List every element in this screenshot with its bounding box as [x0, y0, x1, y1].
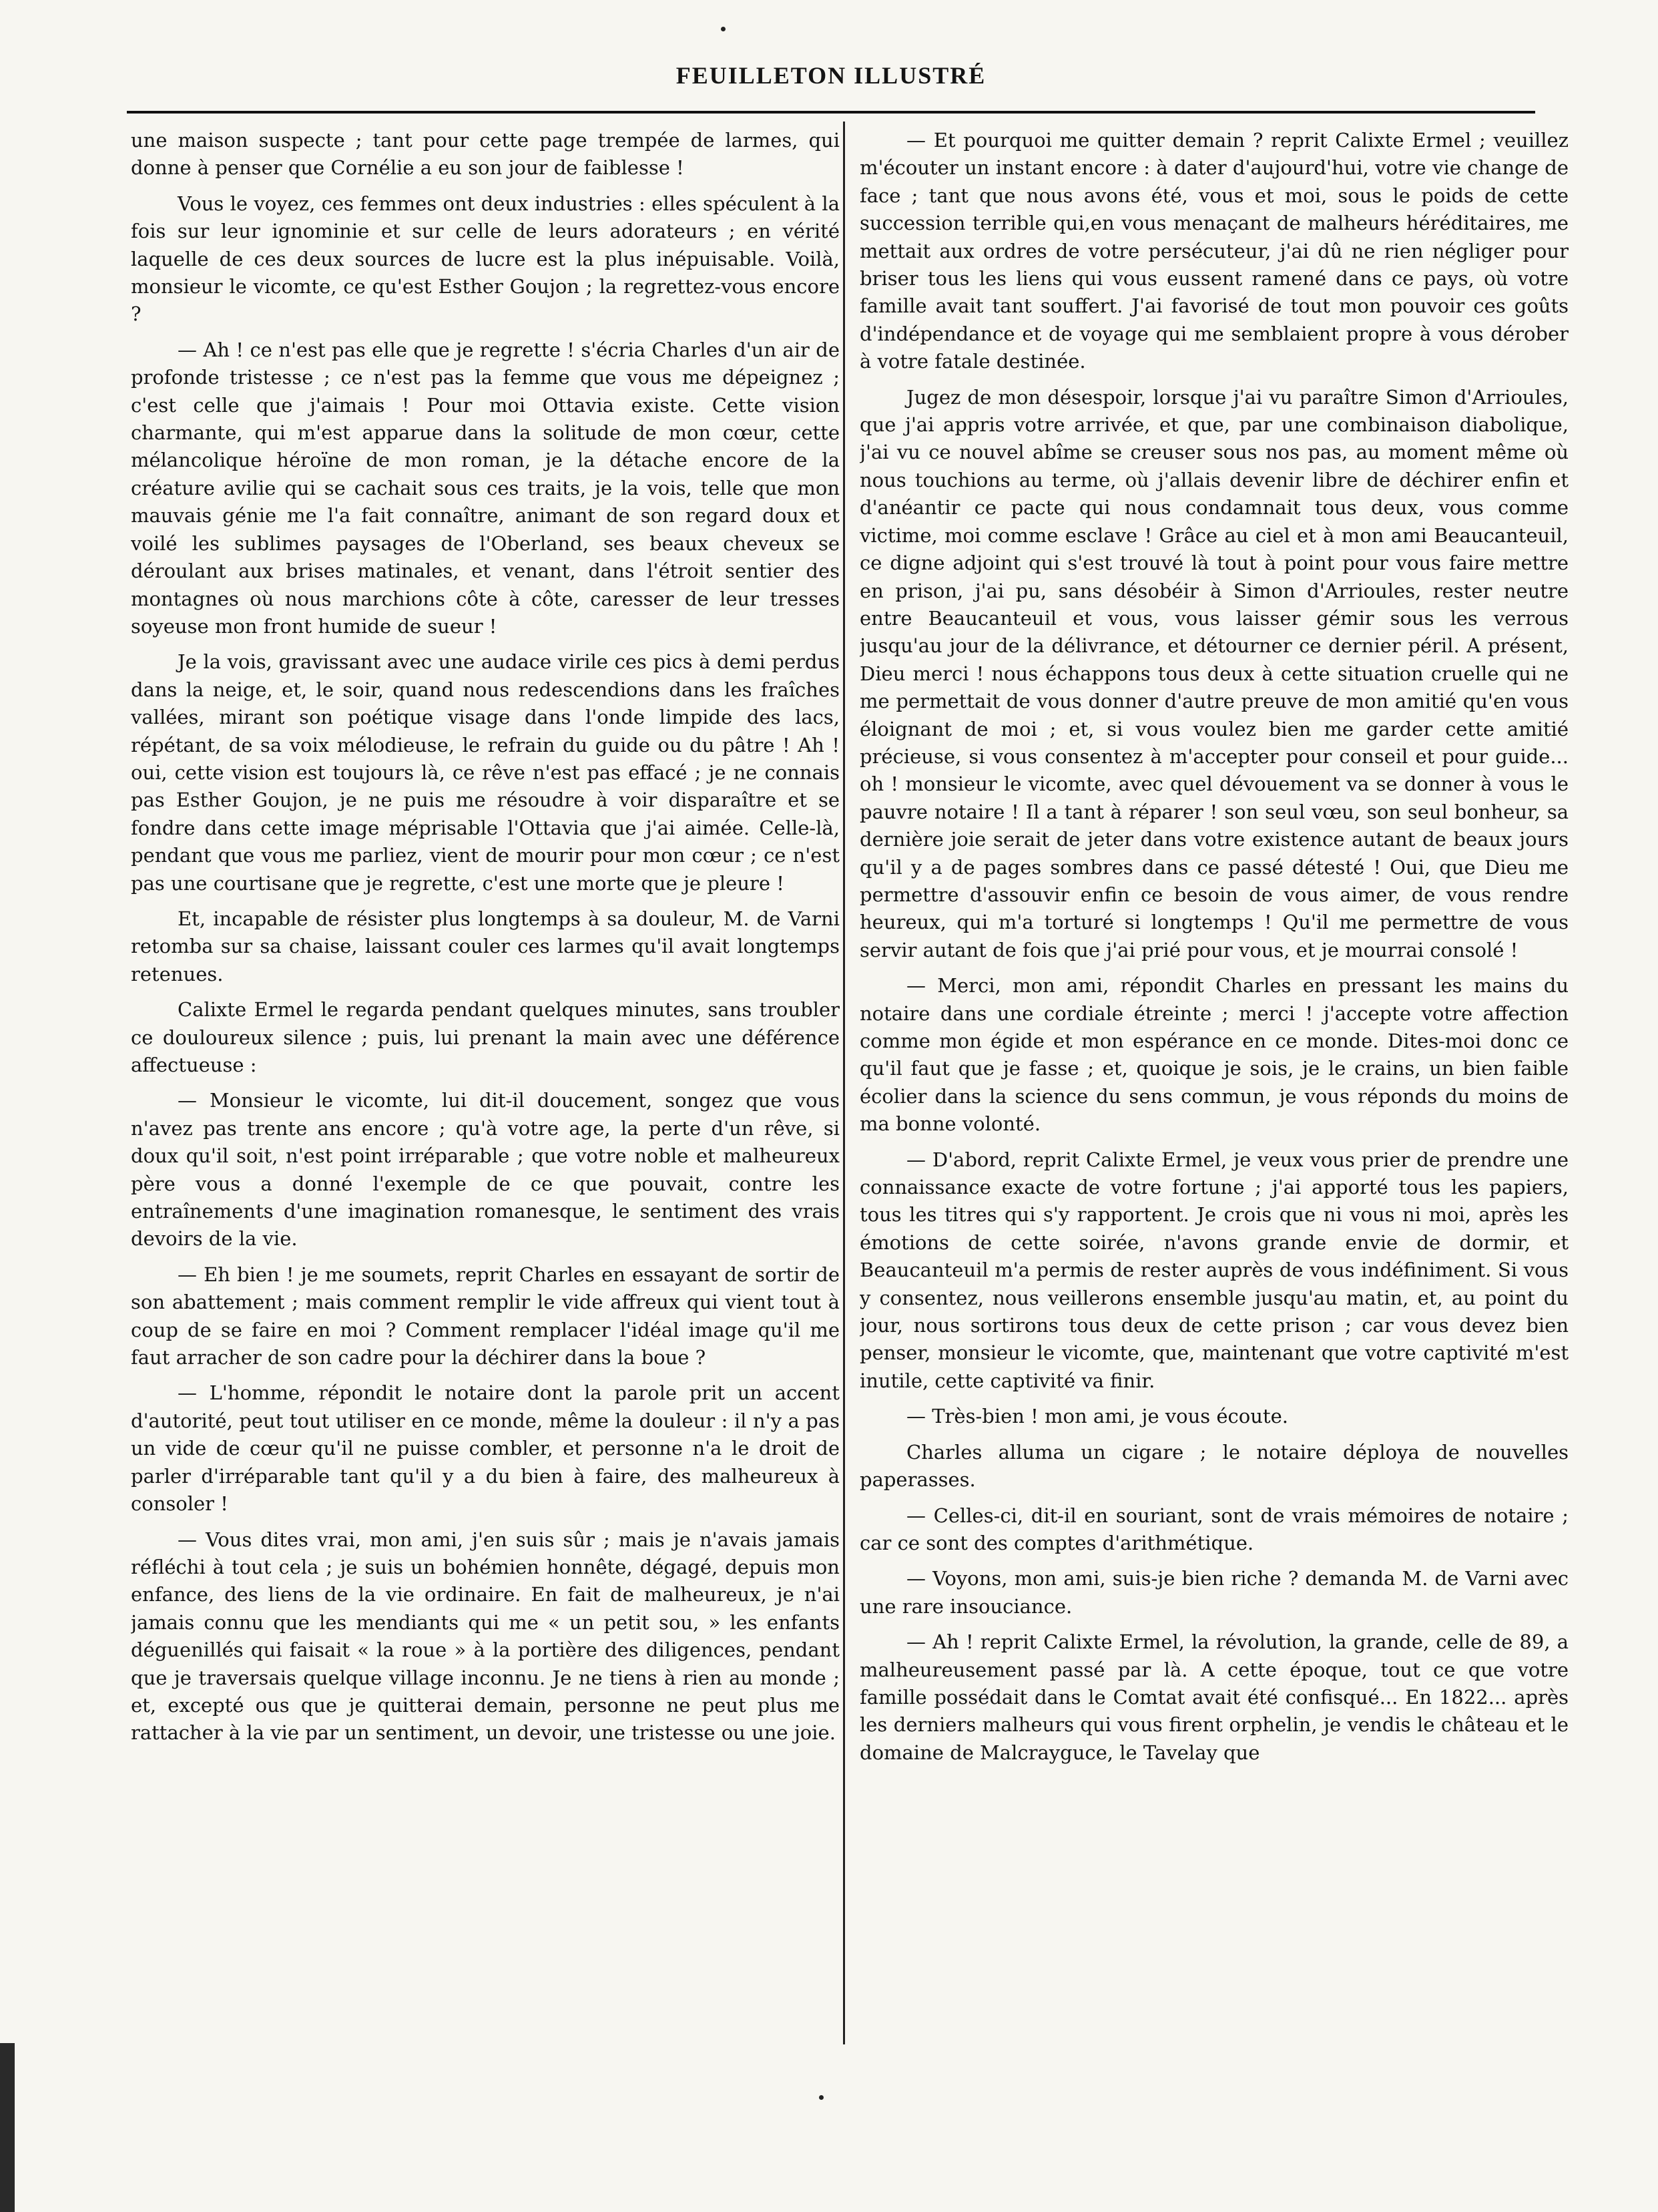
paragraph: — Et pourquoi me quitter demain ? reprit Calixte Ermel ; veuillez m'écouter un instant encore : à dater d'aujourd'hui, votre vie change de face ; tant que nous avons été, vous et moi, sous le poids de cette succession terrible qui,en vous menaçant de malheurs héréditaires, me mettait aux ordres de votre persécuteur, j'ai dû ne rien négliger pour briser tous les liens qui vous eussent ramené dans ce pays, où votre famille avait tant souffert. J'ai favorisé de tout mon pouvoir ces goûts d'indépendance et de voyage qui me semblaient propre à vous dérober à votre fatale destinée. — [860, 129, 1569, 373]
paragraph: Vous le voyez, ces femmes ont deux industries : elles spéculent à la fois sur leur ignominie et sur celle de leurs adorateurs ; en vérité laquelle de ces deux sources de lucre est la plus inépuisable. Voilà, monsieur le vicomte, ce qu'est Esther Goujon ; la regrettez-vous encore ? — [131, 192, 840, 326]
paragraph: — D'abord, reprit Calixte Ermel, je veux vous prier de prendre une connaissance exacte de votre fortune ; j'ai apporté tous les papiers, tous les titres qui s'y rapportent. Je crois que ni vous ni moi, après les émotions de cette soirée, n'avons grande envie de dormir, et Beaucanteuil m'a permis de rester auprès de vous indéfiniment. Si vous y consentez, nous veillerons ensemble jusqu'au matin, et, au point du jour, nous sortirons tous deux de cette prison ; car vous devez bien penser, monsieur le vicomte, que, maintenant que votre captivité m'est inutile, cette captivité va finir. — [860, 1148, 1569, 1392]
paragraph: Je la vois, gravissant avec une audace virile ces pics à demi perdus dans la neige, et, le soir, quand nous redescendions dans les fraîches vallées, mirant son poétique visage dans l'onde limpide des lacs, répétant, de sa voix mélodieuse, le refrain du guide ou du pâtre ! Ah ! oui, cette vision est toujours là, ce rêve n'est pas effacé ; je ne connais pas Esther Goujon, je ne puis me résoudre à voir disparaître et se fondre dans cette image méprisable l'Ottavia que j'ai aimée. Celle-là, pendant que vous me parliez, vient de mourir pour mon cœur ; ce n'est pas une courtisane que je regrette, c'est une morte que je pleure ! — [131, 650, 840, 895]
header-rule — [127, 111, 1535, 114]
print-speck — [819, 2095, 824, 2100]
left-column — [131, 127, 840, 2050]
column-divider — [843, 122, 845, 2044]
paragraph: Charles alluma un cigare ; le notaire déploya de nouvelles paperasses. — [860, 1440, 1569, 1492]
paragraph: — Très-bien ! mon ami, je vous écoute. — [906, 1405, 1288, 1428]
paragraph: une maison suspecte ; tant pour cette page trempée de larmes, qui donne à penser que Cornélie a eu son jour de faiblesse ! — [131, 129, 840, 180]
paragraph: — Merci, mon ami, répondit Charles en pressant les mains du notaire dans une cordiale étreinte ; merci ! j'accepte votre affection comme mon égide et mon espérance en ce monde. Dites-moi donc ce qu'il faut que je fasse ; et, quoique je sois, je le crains, un bien faible écolier dans la science du sens commun, je vous réponds du moins de ma bonne volonté. — [860, 974, 1569, 1136]
paragraph: — Celles-ci, dit-il en souriant, sont de vrais mémoires de notaire ; car ce sont des comptes d'arithmétique. — [860, 1504, 1569, 1554]
paragraph: — Ah ! reprit Calixte Ermel, la révolution, la grande, celle de 89, a malheureusement passé par là. A cette époque, tout ce que votre famille possédait dans le Comtat avait été confisqué... En 1822... après les derniers malheurs qui vous firent orphelin, je vendis le château et le domaine de Malcrayguce, le Tavelay que — [860, 1630, 1569, 1764]
print-speck — [721, 27, 726, 31]
paragraph: — Voyons, mon ami, suis-je bien riche ? demanda M. de Varni avec une rare insouciance. — [860, 1567, 1569, 1618]
paragraph: — Eh bien ! je me soumets, reprit Charles en essayant de sortir de son abattement ; mais comment remplir le vide affreux qui vient tout à coup de se faire en moi ? Comment remplacer l'idéal image qu'il me faut arracher de son cadre pour la déchirer dans la boue ? — [131, 1263, 840, 1369]
page-header: FEUILLETON ILLUSTRÉ — [675, 62, 987, 89]
paragraph: Calixte Ermel le regarda pendant quelques minutes, sans troubler ce douloureux silence ; puis, lui prenant la main avec une déférence affectueuse : — [131, 998, 840, 1076]
paragraph: — Vous dites vrai, mon ami, j'en suis sûr ; mais je n'avais jamais réfléchi à tout cela ; je suis un bohémien honnête, dégagé, depuis mon enfance, des liens de la vie ordinaire. En fait de malheureux, je n'ai jamais connu que les mendiants qui me « un petit sou, » les enfants déguenillés qui faisait « la roue » à la portière des diligences, pendant que je traversais quelque village inconnu. Je ne tiens à rien au monde ; et, excepté ous que je quitterai demain, personne ne peut plus me rattacher à la vie par un sentiment, un devoir, une tristesse ou une joie. — [131, 1528, 840, 1745]
paragraph: — Monsieur le vicomte, lui dit-il doucement, songez que vous n'avez pas trente ans encore ; qu'à votre age, la perte d'un rêve, si doux qu'il soit, n'est point irréparable ; que votre noble et malheureux père vous a donné l'exemple de ce que pouvait, contre les entraînements d'une imagination romanesque, le sentiment des vrais devoirs de la vie. — [131, 1089, 840, 1251]
paragraph: — Ah ! ce n'est pas elle que je regrette ! s'écria Charles d'un air de profonde tristesse ; ce n'est pas la femme que vous me dépeignez ; c'est celle que j'aimais ! Pour moi Ottavia existe. Cette vision charmante, qui m'est apparue dans la solitude de mon cœur, cette mélancolique héroïne de mon roman, je la détache encore de la créature avilie qui se cachait sous ces traits, je la vois, telle que mon mauvais génie me l'a fait connaître, animant de son regard doux et voilé les sublimes paysages de l'Oberland, ses beaux cheveux se déroulant aux brises matinales, et venant, dans l'étroit sentier des montagnes où nous marchions côte à côte, caresser de leur tresses soyeuse mon front humide de sueur ! — [131, 338, 840, 638]
right-column — [860, 127, 1569, 2050]
paragraph: Et, incapable de résister plus longtemps à sa douleur, M. de Varni retomba sur sa chaise, laissant couler ces larmes qu'il avait longtemps retenues. — [131, 907, 840, 985]
paragraph: Jugez de mon désespoir, lorsque j'ai vu paraître Simon d'Arrioules, que j'ai appris votre arrivée, et que, par une combinaison diabolique, j'ai vu ce nouvel abîme se creuser sous nos pas, au moment même où nous touchions au terme, où j'allais devenir libre de déchirer enfin et d'anéantir ce pacte qui nous condamnait tous deux, vous comme victime, moi comme esclave ! Grâce au ciel et à mon ami Beaucanteuil, ce digne adjoint qui s'est trouvé là tout à point pour vous faire mettre en prison, j'ai pu, sans désobéir à Simon d'Arrioules, rester neutre entre Beaucanteuil et vous, vous laisser gémir sous les verrous jusqu'au jour de la délivrance, et détourner ce dernier péril. A présent, Dieu merci ! nous échappons tous deux à cette situation cruelle qui ne me permettait de vous donner d'autre preuve de mon amitié qu'en vous éloignant de moi ; et, si vous voulez bien me garder cette amitié précieuse, si vous consentez à m'accepter pour conseil et pour guide... oh ! monsieur le vicomte, avec quel dévouement va se donner à vous le pauvre notaire ! Il a tant à réparer ! son seul vœu, son seul bonheur, sa dernière joie serait de jeter dans votre existence autant de beaux jours qu'il y a de pages sombres dans ce passé détesté ! Oui, que Dieu me permettre d'assouvir enfin ce besoin de vous aimer, de vous rendre heureux, qui m'a torturé si longtemps ! Qu'il me permettre de vous servir autant de fois que j'ai prié pour vous, et je mourrai consolé ! — [860, 385, 1569, 961]
scan-edge — [0, 2043, 15, 2212]
paragraph: — L'homme, répondit le notaire dont la parole prit un accent d'autorité, peut tout utiliser en ce monde, même la douleur : il n'y a pas un vide de cœur qu'il ne puisse combler, et personne n'a le droit de parler d'irréparable tant qu'il y a du bien à faire, des malheureux à consoler ! — [131, 1381, 840, 1516]
